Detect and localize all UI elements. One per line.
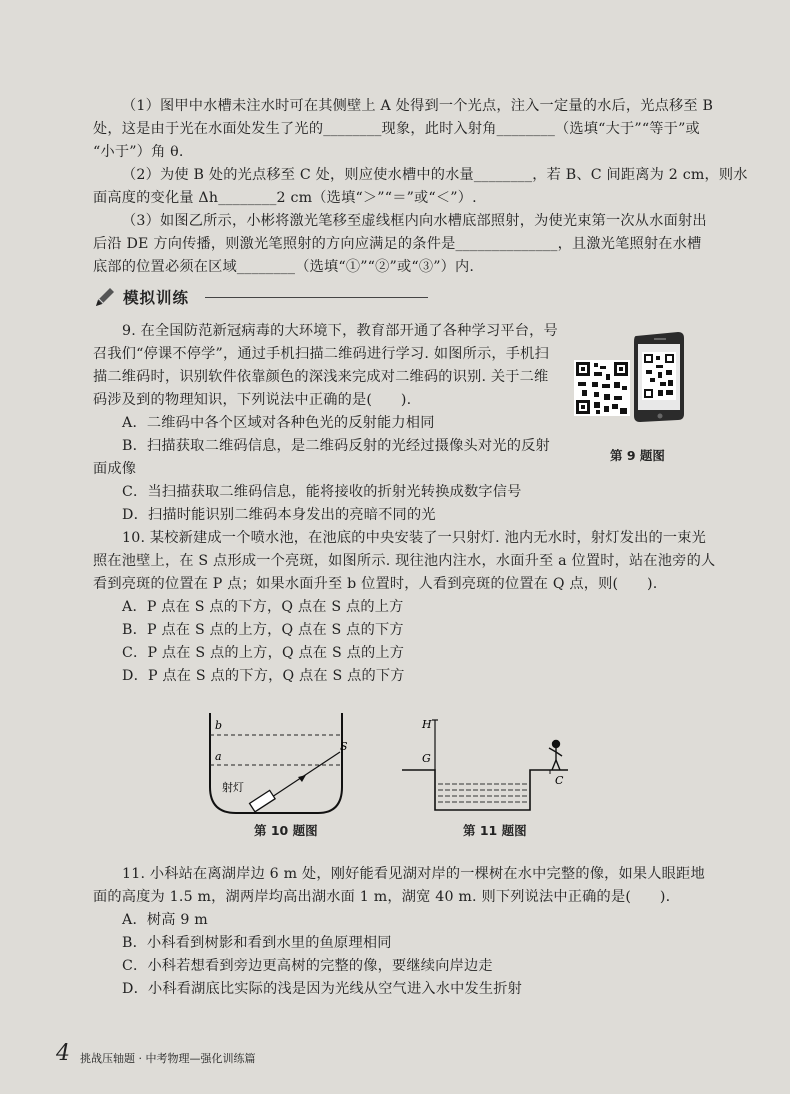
q8-part1-line3: “小于”）角 θ. <box>93 144 184 160</box>
label-lamp: 射灯 <box>222 781 244 794</box>
light-ray <box>272 752 340 797</box>
q9-stem-line1: 9. 在全国防范新冠病毒的大环境下，教育部开通了各种学习平台，号 <box>122 323 558 339</box>
label-g: G <box>422 752 431 765</box>
label-s: S <box>340 740 348 753</box>
q9-option-c: C．当扫描获取二维码信息，能将接收的折射光转换成数字信号 <box>122 484 522 500</box>
q9-stem-line3: 描二维码时，识别软件依靠颜色的深浅来完成对二维码的识别. 关于二维 <box>93 369 549 385</box>
section-title: 模拟训练 <box>123 289 190 307</box>
q9-caption: 第 9 题图 <box>610 448 665 463</box>
person-icon <box>549 741 562 771</box>
q9-option-b-line1: B．扫描获取二维码信息，是二维码反射的光经过摄像头对光的反射 <box>122 438 550 454</box>
page-number: 4 <box>56 1041 70 1066</box>
q10-option-a: A．P 点在 S 点的下方，Q 点在 S 点的上方 <box>122 599 404 615</box>
lamp-icon <box>250 790 276 811</box>
q8-part3-line2: 后沿 DE 方向传播，则激光笔照射的方向应满足的条件是______________，且激光笔照射在水槽 <box>93 236 702 252</box>
q9-option-d: D．扫描时能识别二维码本身发出的亮暗不同的光 <box>122 507 436 523</box>
section-divider <box>205 297 428 298</box>
q11-caption: 第 11 题图 <box>463 823 527 838</box>
q8-part1-line2: 处，这是由于光在水面处发生了光的________现象，此时入射角________（选填“大于”“等于”或 <box>93 121 700 137</box>
q9-stem-line2: 召我们“停课不停学”，通过手机扫描二维码进行学习. 如图所示，手机扫 <box>93 346 549 362</box>
q8-part3-line1: （3）如图乙所示，小彬将激光笔移至虚线框内向水槽底部照射，为使光束第一次从水面射出 <box>122 213 707 229</box>
ray-arrow <box>298 775 306 782</box>
q9-stem-line4: 码涉及到的物理知识，下列说法中正确的是( ). <box>93 392 412 408</box>
label-b: b <box>215 719 223 732</box>
q8-part2-line2: 面高度的变化量 Δh________2 cm（选填“＞”“＝”或“＜”）. <box>93 190 477 206</box>
q8-part1-line1: （1）图甲中水槽未注水时可在其侧壁上 A 处得到一个光点，注入一定量的水后，光点移至 B <box>122 98 714 114</box>
q10-option-b: B．P 点在 S 点的上方，Q 点在 S 点的下方 <box>122 622 404 638</box>
q11-option-a: A．树高 9 m <box>122 912 208 928</box>
qr-code-image <box>574 360 630 416</box>
q9-option-b-line2: 面成像 <box>93 461 137 477</box>
label-h: H <box>422 718 432 731</box>
footer-book-title: 挑战压轴题 · 中考物理—强化训练篇 <box>80 1052 256 1065</box>
pen-icon <box>93 285 117 309</box>
q9-option-a: A．二维码中各个区域对各种色光的反射能力相同 <box>122 415 435 431</box>
q11-stem-line2: 面的高度为 1.5 m，湖两岸均高出湖水面 1 m，湖宽 40 m. 则下列说法中正确的是( ). <box>93 889 671 905</box>
q9-figure-qr-phone <box>570 330 690 430</box>
q11-option-b: B．小科看到树影和看到水里的鱼原理相同 <box>122 935 392 951</box>
label-c: C <box>555 774 564 787</box>
q11-stem-line1: 11. 小科站在离湖岸边 6 m 处，刚好能看见湖对岸的一棵树在水中完整的像，如果人眼距地 <box>122 866 705 882</box>
q10-caption: 第 10 题图 <box>254 823 318 838</box>
q10-figure-pool <box>200 705 360 820</box>
q11-option-c: C．小科若想看到旁边更高树的完整的像，要继续向岸边走 <box>122 958 493 974</box>
section-header <box>93 285 189 309</box>
phone-image <box>634 332 684 422</box>
q10-option-d: D．P 点在 S 点的下方，Q 点在 S 点的下方 <box>122 668 405 684</box>
lake-water <box>438 784 528 802</box>
q8-part3-line3: 底部的位置必须在区域________（选填“①”“②”或“③”）内. <box>93 259 475 275</box>
q11-option-d: D．小科看湖底比实际的浅是因为光线从空气进入水中发生折射 <box>122 981 523 997</box>
q10-stem-line3: 看到亮斑的位置在 P 点；如果水面升至 b 位置时，人看到亮斑的位置在 Q 点，则( ). <box>93 576 658 592</box>
q10-stem-line1: 10. 某校新建成一个喷水池，在池底的中央安装了一只射灯. 池内无水时，射灯发出的一束光 <box>122 530 707 546</box>
q10-stem-line2: 照在池壁上，在 S 点形成一个亮斑，如图所示. 现往池内注水，水面升至 a 位置时，站在池旁的人 <box>93 553 716 569</box>
q10-option-c: C．P 点在 S 点的上方，Q 点在 S 点的上方 <box>122 645 405 661</box>
q8-part2-line1: （2）为使 B 处的光点移至 C 处，则应使水槽中的水量________，若 B、C 间距离为 2 cm，则水 <box>122 167 748 183</box>
label-a: a <box>215 750 222 763</box>
q11-figure-lake <box>398 712 578 817</box>
